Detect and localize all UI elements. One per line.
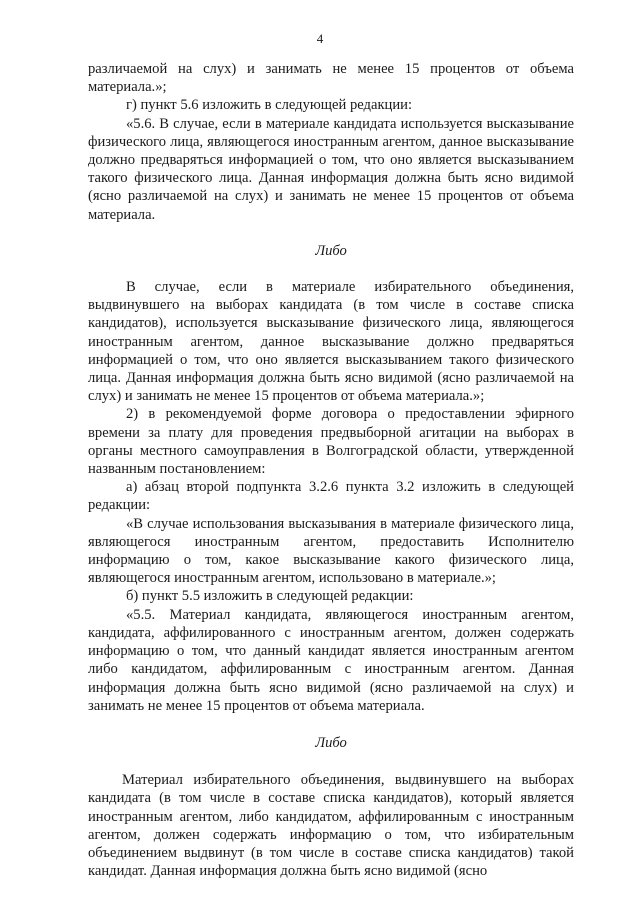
separator-libo: Либо bbox=[315, 242, 347, 259]
paragraph-point-a: а) абзац второй подпункта 3.2.6 пункта 3.2 изложить в следующей редакции: bbox=[88, 479, 574, 514]
paragraph-quote-3-2-6: «В случае использования высказывания в материале физического лица, являющегося иностранным агентом, предоставить Исполнителю информацию о том, какое высказывание какого физического лица, являющегося иностранным агентом, использовано в материале.»; bbox=[88, 515, 574, 587]
paragraph-clause-5-6: «5.6. В случае, если в материале кандидата используется высказывание физического лица, являющегося иностранным агентом, данное высказывание должно предваряться информацией о том, что оно является высказыванием такого физического лица. Данная информация должна быть ясно видимой (ясно различаемой на слух) и занимать не менее 15 процентов от объема материала. bbox=[88, 115, 574, 223]
paragraph-clause-5-5: «5.5. Материал кандидата, являющегося иностранным агентом, кандидата, аффилированного с иностранным агентом, должен содержать информацию о том, что данный кандидат является иностранным агентом либо кандидатом, аффилированным с иностранным агентом. Данная информация должна быть ясно видимой (ясно различаемой на слух) и занимать не менее 15 процентов от объема материала. bbox=[88, 606, 574, 714]
separator-libo-2: Либо bbox=[315, 734, 347, 751]
paragraph-item-2: 2) в рекомендуемой форме договора о предоставлении эфирного времени за плату для проведения предвыборной агитации на выборах в органы местного самоуправления в Волгоградской области, утвержденной названным постановлением: bbox=[88, 406, 574, 478]
paragraph-point-g: г) пункт 5.6 изложить в следующей редакции: bbox=[126, 97, 413, 114]
paragraph-continuation: различаемой на слух) и занимать не менее 15 процентов от объема материала.»; bbox=[88, 61, 574, 96]
paragraph-alternative-1: В случае, если в материале избирательного объединения, выдвинувшего на выборах кандидата (в том числе в составе списка кандидатов), используется высказывание физического лица, являющегося иностранным агентом, данное высказывание должно предваряться информацией о том, что оно является высказыванием такого физического лица. Данная информация должна быть ясно видимой (ясно различаемой на слух) и занимать не менее 15 процентов от объема материала.»; bbox=[88, 279, 574, 405]
page-number: 4 bbox=[316, 31, 324, 46]
document-body bbox=[88, 60, 574, 880]
paragraph-point-b: б) пункт 5.5 изложить в следующей редакции: bbox=[126, 588, 414, 605]
paragraph-alternative-2: Материал избирательного объединения, выдвинувшего на выборах кандидата (в том числе в составе списка кандидатов), который является иностранным агентом, либо кандидатом, аффилированным с иностранным агентом, должен содержать информацию о том, что избирательным объединением выдвинут (в том числе в составе списка кандидатов) такой кандидат. Данная информация должна быть ясно видимой (ясно bbox=[88, 772, 574, 880]
